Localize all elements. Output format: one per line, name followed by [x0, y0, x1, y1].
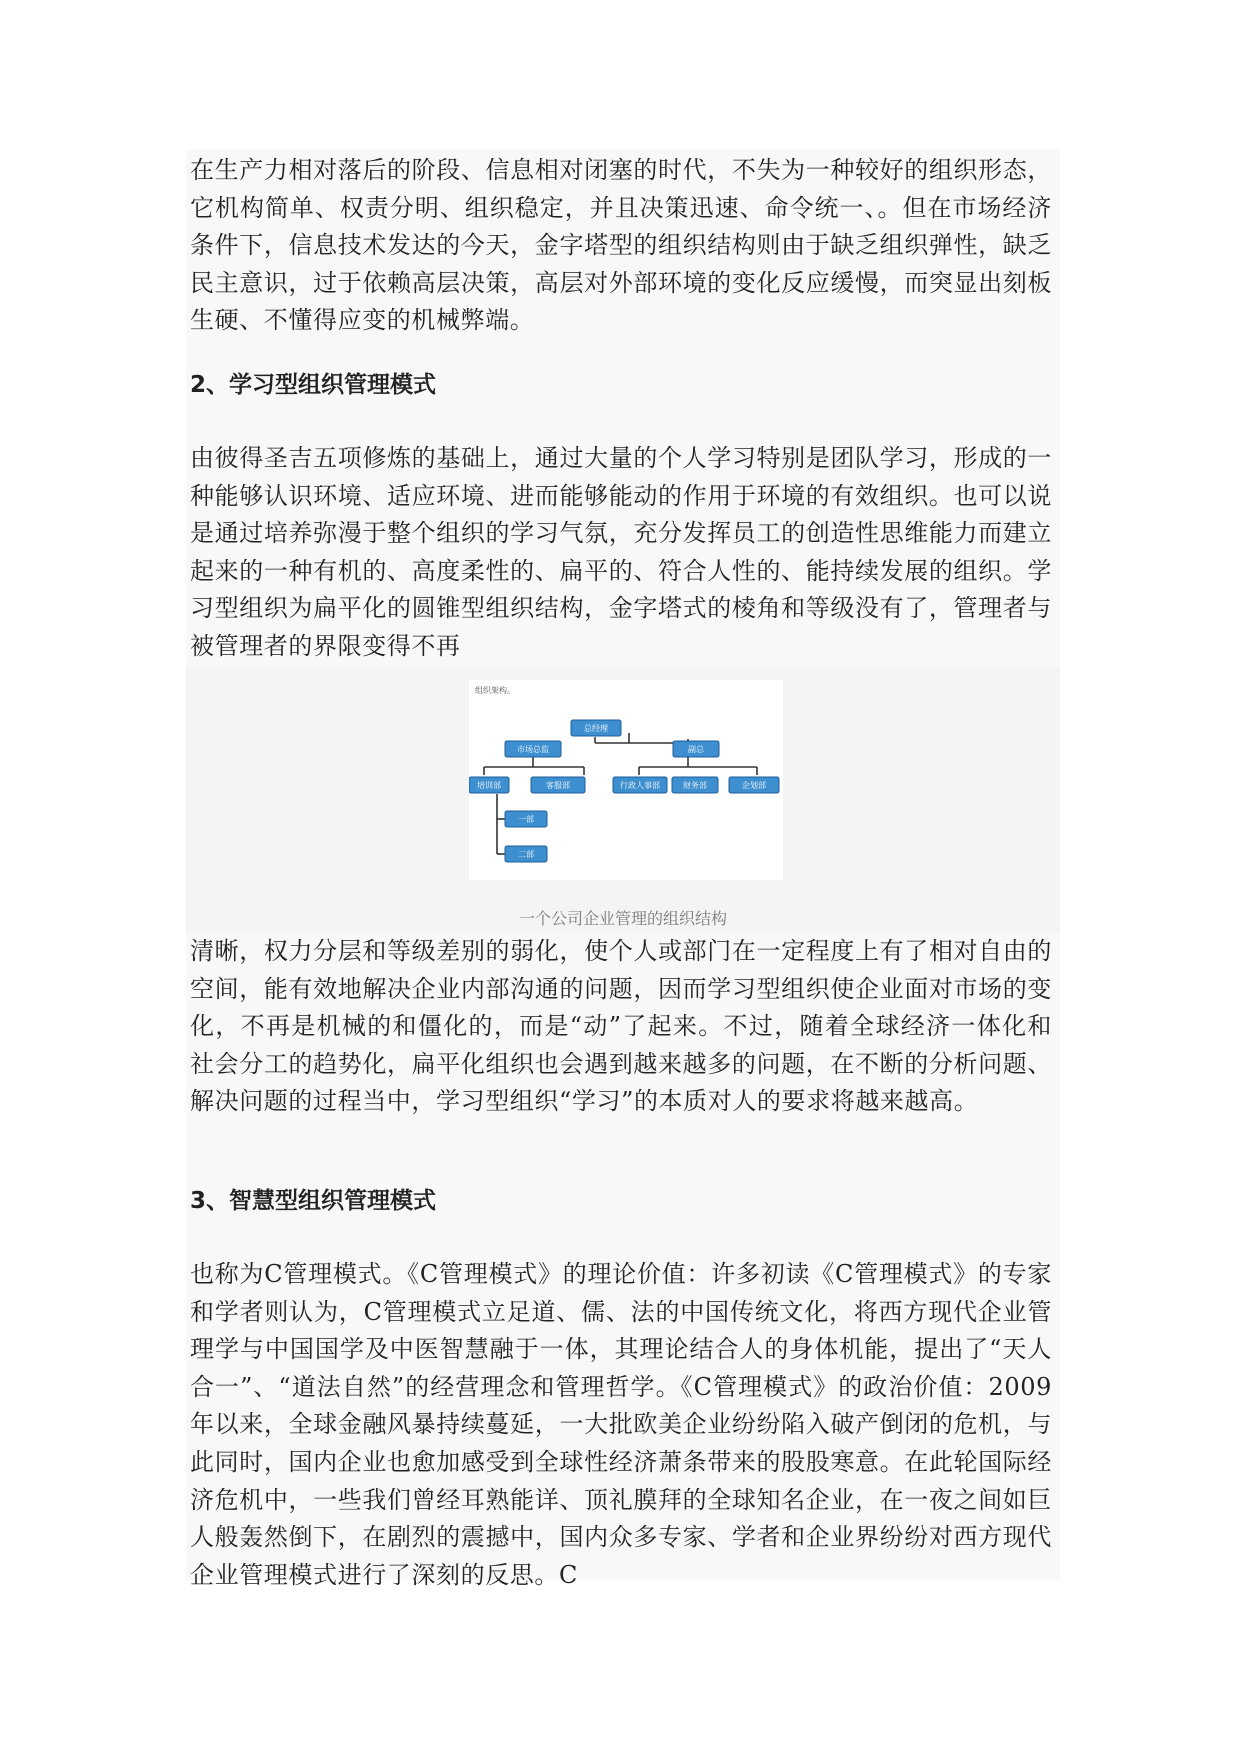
node-service-dept: [531, 777, 585, 793]
org-chart: [469, 680, 783, 880]
svg-text:客服部: 客服部: [546, 781, 570, 790]
node-dept-one: [505, 811, 547, 827]
chart-corner-label: 组织架构。: [475, 686, 515, 695]
heading-learning-org: 2、学习型组织管理模式: [190, 372, 437, 398]
node-finance-dept: [672, 777, 718, 793]
node-dept-two: [505, 846, 547, 862]
svg-text:市场总监: 市场总监: [517, 745, 549, 754]
figure-caption: 一个公司企业管理的组织结构: [518, 909, 727, 928]
svg-text:二部: 二部: [518, 850, 534, 859]
paragraph-4: 也称为C管理模式。《C管理模式》的理论价值：许多初读《C管理模式》的专家和学者则认为，C管理模式立足道、儒、法的中国传统文化，将西方现代企业管理学与中国国学及中医智慧融于一体，其理论结合人的身体机能，提出了“天人合一”、“道法自然”的经营理念和管理哲学。《C管理模式》的政治价值：2009年以来，全球金融风暴持续蔓延，一大批欧美企业纷纷陷入破产倒闭的危机，与此同时，国内企业也愈加感受到全球性经济萧条带来的股股寒意。在此轮国际经济危机中，一些我们曾经耳熟能详、顶礼膜拜的全球知名企业，在一夜之间如巨人般轰然倒下，在剧烈的震撼中，国内众多专家、学者和企业界纷纷对西方现代企业管理模式进行了深刻的反思。C: [190, 1260, 1052, 1589]
paragraph-3: 清晰，权力分层和等级差别的弱化，使个人或部门在一定程度上有了相对自由的空间，能有效地解决企业内部沟通的问题，因而学习型组织使企业面对市场的变化，不再是机械的和僵化的，而是“动”了起来。不过，随着全球经济一体化和社会分工的趋势化，扁平化组织也会遇到越来越多的问题，在不断的分析问题、解决问题的过程当中，学习型组织“学习”的本质对人的要求将越来越高。: [190, 937, 1052, 1116]
paragraph-1: 在生产力相对落后的阶段、信息相对闭塞的时代，不失为一种较好的组织形态，它机构简单、权责分明、组织稳定，并且决策迅速、命令统一、。但在市场经济条件下，信息技术发达的今天，金字塔型的组织结构则由于缺乏组织弹性，缺乏民主意识，过于依赖高层决策，高层对外部环境的变化反应缓慢，而突显出刻板生硬、不懂得应变的机械弊端。: [190, 156, 1052, 335]
node-training-dept: [469, 777, 509, 793]
svg-text:行政人事部: 行政人事部: [620, 781, 660, 790]
svg-text:总经理: 总经理: [584, 724, 608, 733]
svg-text:一部: 一部: [518, 815, 534, 824]
node-admin-hr-dept: [613, 777, 667, 793]
paragraph-2: 由彼得圣吉五项修炼的基础上，通过大量的个人学习特别是团队学习，形成的一种能够认识环境、适应环境、进而能够能动的作用于环境的有效组织。也可以说是通过培养弥漫于整个组织的学习气氛，充分发挥员工的创造性思维能力而建立起来的一种有机的、高度柔性的、扁平的、符合人性的、能持续发展的组织。学习型组织为扁平化的圆锥型组织结构，金字塔式的棱角和等级没有了，管理者与被管理者的界限变得不再: [190, 444, 1052, 660]
heading-wisdom-org: 3、智慧型组织管理模式: [190, 1188, 437, 1214]
node-market-director: [505, 741, 561, 757]
svg-text:培训部: 培训部: [477, 781, 501, 790]
node-ceo: [571, 720, 621, 736]
node-planning-dept: [729, 777, 779, 793]
svg-text:企划部: 企划部: [742, 781, 766, 790]
svg-text:财务部: 财务部: [683, 781, 707, 790]
node-vice-president: [673, 741, 719, 757]
svg-text:副总: 副总: [688, 745, 704, 754]
